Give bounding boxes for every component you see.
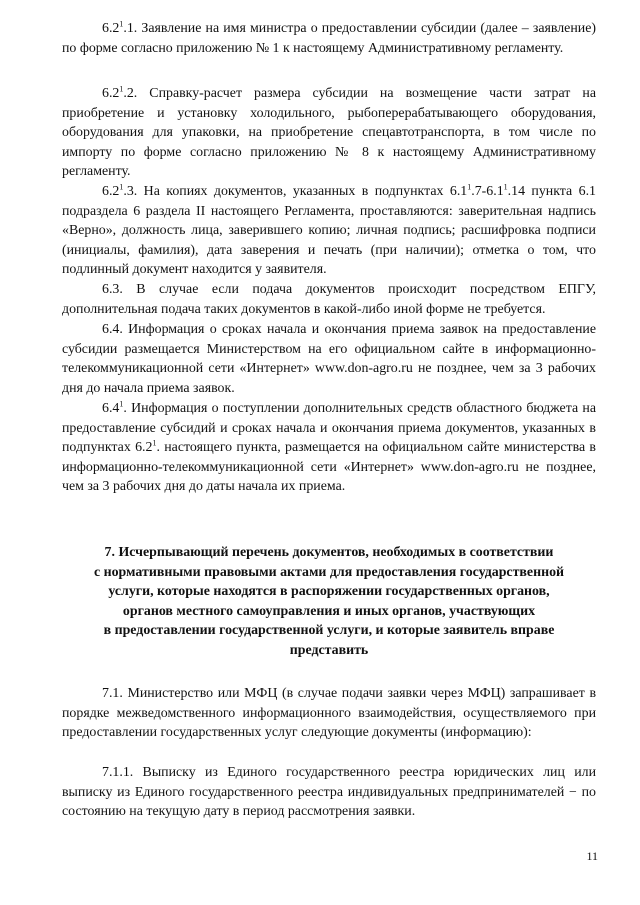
page-number: 11 bbox=[586, 849, 598, 863]
paragraph-6-3: 6.3. В случае если подача документов происходит посредством ЕПГУ, дополнительная подача таких документов в какой-либо иной форме не требуется. bbox=[62, 282, 596, 317]
paragraph-text: .2. Справку-расчет размера субсидии на возмещение части затрат на приобретение и установку холодильного, рыбоперерабатывающего оборудования, оборудования для упаковки, на приобретение спецавтотранспорта, в том числе по импорту по форме согласно приложению № 8 к настоящему Административному регламенту. bbox=[62, 86, 596, 180]
heading-line: в предоставлении государственной услуги, и которые заявитель вправе bbox=[103, 623, 555, 639]
paragraph-text: . Информация о поступлении дополнительных средств областного бюджета на предоставление субсидий и сроках начала и окончания приема документов, указанных в подпунктах 6.2 bbox=[62, 401, 596, 456]
superscript: 1 bbox=[152, 438, 157, 448]
heading-line: представить bbox=[289, 642, 369, 658]
paragraph-6-2-1-3 bbox=[62, 182, 596, 280]
clause-number: 6.4 bbox=[102, 401, 120, 416]
paragraph-6-4-1 bbox=[62, 399, 596, 497]
superscript: 1 bbox=[119, 399, 124, 409]
paragraph-text: .7-6.1 bbox=[471, 184, 504, 199]
clause-number: 6.2 bbox=[102, 86, 120, 101]
clause-number: 6.2 bbox=[102, 184, 120, 199]
paragraph-text: .14 пункта 6.1 подраздела 6 раздела II настоящего Регламента, проставляются: заверительная надпись «Верно», должность лица, заверившего копию; личная подпись; расшифровка подписи (инициалы, фамилия), дата заверения и печать (при наличии); отметка о том, что подлинный документ находится у заявителя. bbox=[62, 184, 596, 278]
superscript: 1 bbox=[119, 182, 124, 192]
paragraph-7-1: 7.1. Министерство или МФЦ (в случае подачи заявки через МФЦ) запрашивает в порядке межведомственного информационного взаимодействия, осуществляемого при предоставлении государственных услуг следующие документы (информацию): bbox=[62, 686, 596, 741]
heading-line: с нормативными правовыми актами для предоставления государственной bbox=[93, 564, 565, 580]
section-heading-7 bbox=[62, 543, 596, 661]
paragraph-6-4: 6.4. Информация о сроках начала и окончания приема заявок на предоставление субсидии размещается Министерством на его официальном сайте в информационно-телекоммуникационной сети «Интернет» www.don-agro.ru не позднее, чем за 3 рабочих дня до начала приема заявок. bbox=[62, 322, 596, 396]
paragraph-6-2-1-1 bbox=[62, 19, 596, 58]
heading-line: 7. Исчерпывающий перечень документов, необходимых в соответствии bbox=[104, 545, 554, 560]
paragraph-text: .1. Заявление на имя министра о предоставлении субсидии (далее – заявление) по форме согласно приложению № 1 к настоящему Административному регламенту. bbox=[62, 21, 596, 56]
superscript: 1 bbox=[119, 84, 124, 94]
heading-line: органов местного самоуправления и иных органов, участвующих bbox=[122, 603, 536, 619]
paragraph-7-1-1: 7.1.1. Выписку из Единого государственного реестра юридических лиц или выписку из Единого государственного реестра индивидуальных предпринимателей − по состоянию на текущую дату в период рассмотрения заявки. bbox=[62, 765, 596, 820]
heading-line: услуги, которые находятся в распоряжении государственных органов, bbox=[108, 584, 550, 600]
paragraph-text: .3. На копиях документов, указанных в подпунктах 6.1 bbox=[123, 184, 468, 199]
clause-number: 6.2 bbox=[102, 21, 120, 36]
superscript: 1 bbox=[503, 182, 508, 192]
paragraph-text: . настоящего пункта, размещается на официальном сайте министерства в информационно-телекоммуникационной сети «Интернет» www.don-agro.ru не позднее, чем за 3 рабочих дня до даты начала их приема. bbox=[62, 440, 596, 495]
superscript: 1 bbox=[119, 19, 124, 29]
superscript: 1 bbox=[467, 182, 472, 192]
paragraph-6-2-1-2 bbox=[62, 84, 596, 182]
